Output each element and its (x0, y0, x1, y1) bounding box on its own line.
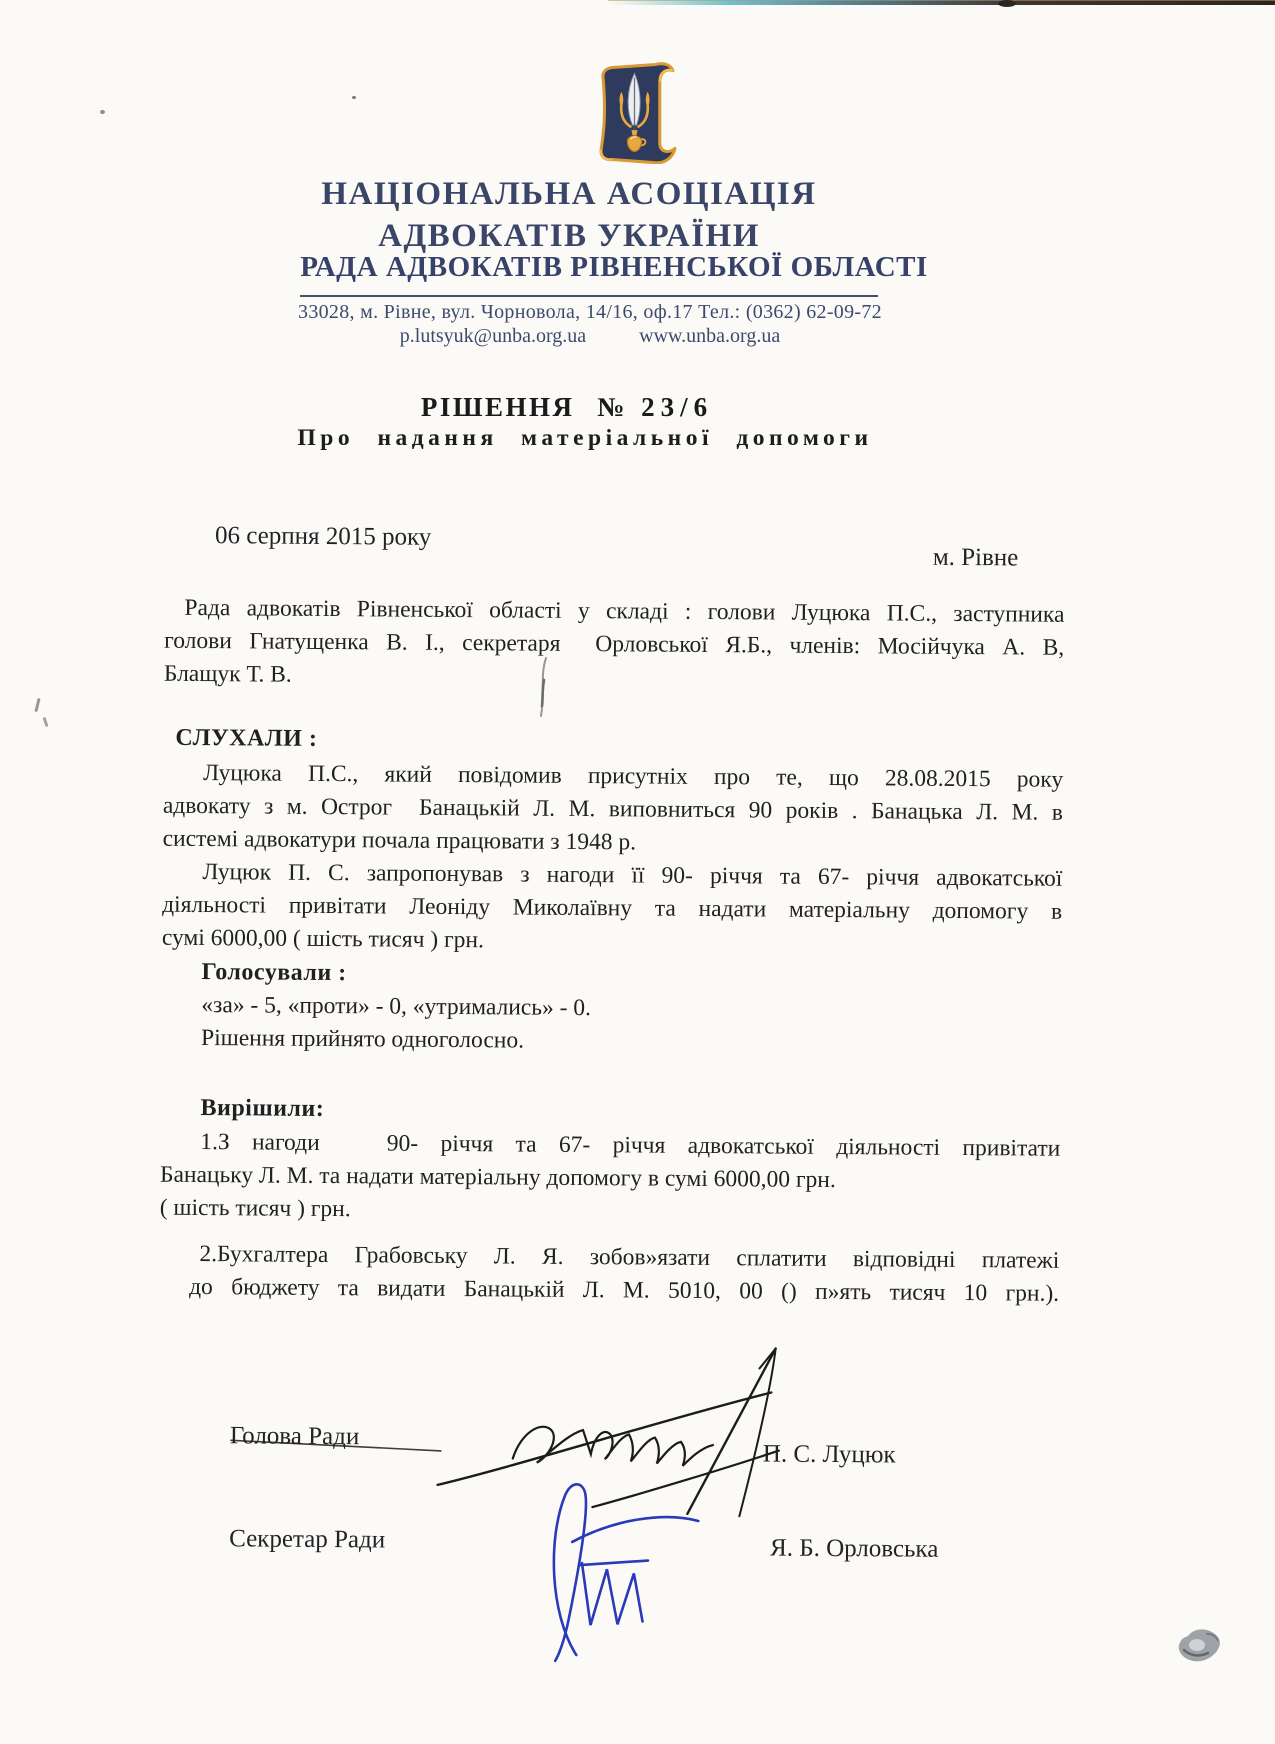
text-line: Рада адвокатів Рівненської області у складі : голови Луцюка П.С., заступника (184, 594, 1065, 628)
text-line: Луцюк П. С. запропонував з нагоди її 90- річчя та 67- річчя адвокатської (202, 859, 1063, 892)
text-line: «за» - 5, «проти» - 0, «утримались» - 0. (201, 992, 592, 1022)
address-line: 33028, м. Рівне, вул. Чорновола, 14/16, оф.17 Тел.: (0362) 62-09-72 (298, 301, 882, 323)
text-line: системі адвокатури почала працювати з 1948 р. (162, 825, 637, 856)
paragraph-heard-1 (163, 757, 1064, 863)
org-name-line1: НАЦІОНАЛЬНА АСОЦІАЦІЯ (321, 176, 817, 212)
org-name-line2: АДВОКАТІВ УКРАЇНИ (378, 218, 760, 254)
text-line: Рішення прийнято одноголосно. (200, 1025, 525, 1054)
signatures-ink (221, 1320, 1084, 1687)
text-line: Банацьку Л. М. та надати матеріальну допомогу в сумі 6000,00 грн. (159, 1161, 836, 1194)
vote-result-line (161, 1022, 1061, 1062)
text-line: діяльності привітати Леоніду Миколаївну та надати матеріальну допомогу в (162, 891, 1063, 925)
text-line: Блащук Т. В. (163, 660, 292, 688)
text-line: Голосували : (201, 959, 347, 987)
title-label: РІШЕННЯ (420, 392, 575, 422)
text-line: голови Гнатущенка В. І., секретаря Орловської Я.Б., членів: Мосійчука А. В, (164, 627, 1065, 661)
paragraph-decided-2 (159, 1238, 1059, 1311)
document-subject: Про надання матеріальної допомоги (297, 425, 873, 451)
text-line: ( шість тисяч ) грн. (159, 1194, 351, 1223)
title-number-sign: № (597, 392, 625, 422)
council-name: РАДА АДВОКАТІВ РІВНЕНСЬКОЇ ОБЛАСТІ (300, 251, 928, 283)
signature-orlovska-ink (553, 1484, 699, 1662)
paragraph-heard-2 (162, 856, 1063, 962)
title-number: 23/6 (641, 392, 714, 422)
website-text: www.unba.org.ua (639, 325, 781, 347)
document-date: 06 серпня 2015 року (214, 522, 432, 551)
signature-role-secretary: Секретар Ради (229, 1525, 386, 1554)
email-text: p.lutsyuk@unba.org.ua (399, 325, 587, 347)
text-line: 2.Бухгалтера Грабовську Л. Я. зобов»язати сплатити відповідні платежі (199, 1241, 1060, 1274)
text-line: до бюджету та видати Банацькій Л. М. 5010, 00 () п»ять тисяч 10 грн.). (189, 1273, 1060, 1307)
paragraph-decided-1 (160, 1126, 1061, 1232)
signature-lutsyuk-ink (230, 1344, 779, 1516)
text-line: адвокату з м. Острог Банацькій Л. М. виповниться 90 років . Банацька Л. М. в (162, 792, 1063, 826)
heading-decided (160, 1092, 1060, 1132)
text-line: 1.З нагоди 90- річчя та 67- річчя адвокатської діяльності привітати (200, 1129, 1061, 1162)
document-place: м. Рівне (932, 543, 1019, 572)
text-line: Луцюка П.С., який повідомив присутніх про те, що 28.08.2015 року (203, 760, 1064, 793)
paragraph-council-members (164, 592, 1065, 698)
text-line: Вирішили: (200, 1095, 325, 1122)
signature-name-orlovska: Я. Б. Орловська (769, 1534, 939, 1563)
signature-role-head: Голова Ради (229, 1422, 360, 1451)
text-line: сумі 6000,00 ( шість тисяч ) грн. (161, 924, 484, 954)
heading-heard: СЛУХАЛИ : (175, 724, 318, 752)
signature-name-lutsyuk: П. С. Луцюк (762, 1440, 896, 1469)
